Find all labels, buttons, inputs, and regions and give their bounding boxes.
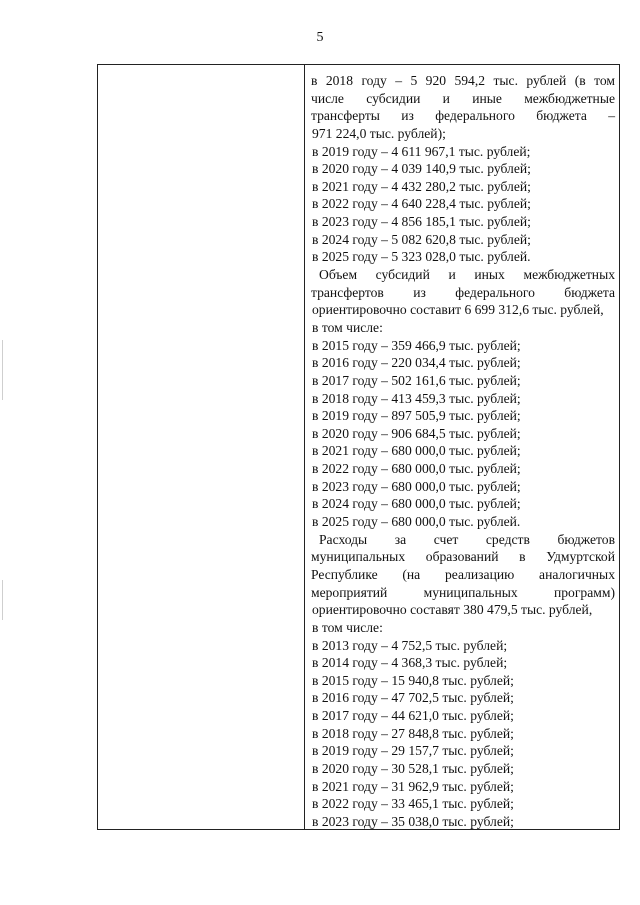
text-line: в 2023 году – 680 000,0 тыс. рублей;: [312, 478, 521, 494]
page-number: 5: [316, 30, 324, 45]
text-line: в том числе:: [312, 319, 383, 335]
text-line: в 2014 году – 4 368,3 тыс. рублей;: [312, 655, 508, 671]
text-line: в 2015 году – 359 466,9 тыс. рублей;: [312, 337, 521, 353]
text-line: в 2017 году – 502 161,6 тыс. рублей;: [312, 372, 521, 388]
text-line: в 2025 году – 680 000,0 тыс. рублей.: [312, 514, 521, 530]
text-line: в 2023 году – 35 038,0 тыс. рублей;: [312, 813, 514, 829]
text-line: в 2022 году – 680 000,0 тыс. рублей;: [312, 461, 521, 477]
text-line: Республике (на реализацию аналогичных: [311, 566, 615, 582]
text-line: 971 224,0 тыс. рублей);: [312, 125, 446, 141]
text-line: в 2023 году – 4 856 185,1 тыс. рублей;: [312, 214, 531, 230]
text-line: в 2022 году – 33 465,1 тыс. рублей;: [312, 796, 514, 812]
text-line: в том числе:: [312, 619, 383, 635]
text-line: в 2021 году – 4 432 280,2 тыс. рублей;: [312, 178, 531, 194]
text-line: в 2017 году – 44 621,0 тыс. рублей;: [312, 708, 514, 724]
text-line: в 2019 году – 29 157,7 тыс. рублей;: [312, 743, 514, 759]
scan-edge-mark: [2, 580, 3, 620]
text-line: мероприятий муниципальных программ): [311, 584, 615, 600]
text-line: в 2016 году – 47 702,5 тыс. рублей;: [312, 690, 514, 706]
table-left-column: [98, 65, 305, 829]
text-line: муниципальных образований в Удмуртской: [311, 549, 615, 565]
text-line: в 2024 году – 5 082 620,8 тыс. рублей;: [312, 231, 531, 247]
text-line: в 2025 году – 5 323 028,0 тыс. рублей.: [312, 249, 531, 265]
text-line: Расходы за счет средств бюджетов: [319, 531, 615, 547]
text-line: в 2021 году – 31 962,9 тыс. рублей;: [312, 778, 514, 794]
text-line: в 2020 году – 4 039 140,9 тыс. рублей;: [312, 161, 531, 177]
text-line: в 2020 году – 906 684,5 тыс. рублей;: [312, 425, 521, 441]
scan-edge-mark: [2, 340, 3, 400]
text-line: трансфертов из федерального бюджета: [311, 284, 615, 300]
text-line: в 2016 году – 220 034,4 тыс. рублей;: [312, 355, 521, 371]
text-line: в 2018 году – 5 920 594,2 тыс. рублей (в том: [311, 73, 615, 88]
document-table: [97, 64, 620, 830]
text-line: в 2022 году – 4 640 228,4 тыс. рублей;: [312, 196, 531, 212]
text-line: в 2019 году – 4 611 967,1 тыс. рублей;: [312, 143, 531, 159]
text-line: в 2018 году – 27 848,8 тыс. рублей;: [312, 725, 514, 741]
text-line: трансферты из федерального бюджета –: [311, 108, 615, 124]
text-line: ориентировочно составят 380 479,5 тыс. рублей,: [312, 602, 593, 618]
text-line: Объем субсидий и иных межбюджетных: [319, 267, 615, 283]
text-line: в 2015 году – 15 940,8 тыс. рублей;: [312, 672, 514, 688]
text-line: в 2021 году – 680 000,0 тыс. рублей;: [312, 443, 521, 459]
table-right-column: [305, 65, 619, 829]
text-line: в 2019 году – 897 505,9 тыс. рублей;: [312, 408, 521, 424]
text-line: числе субсидии и иные межбюджетные: [311, 90, 615, 106]
text-line: в 2024 году – 680 000,0 тыс. рублей;: [312, 496, 521, 512]
text-line: в 2013 году – 4 752,5 тыс. рублей;: [312, 637, 508, 653]
text-line: в 2020 году – 30 528,1 тыс. рублей;: [312, 760, 514, 776]
text-line: в 2018 году – 413 459,3 тыс. рублей;: [312, 390, 521, 406]
text-line: ориентировочно составит 6 699 312,6 тыс. рублей,: [312, 302, 604, 318]
